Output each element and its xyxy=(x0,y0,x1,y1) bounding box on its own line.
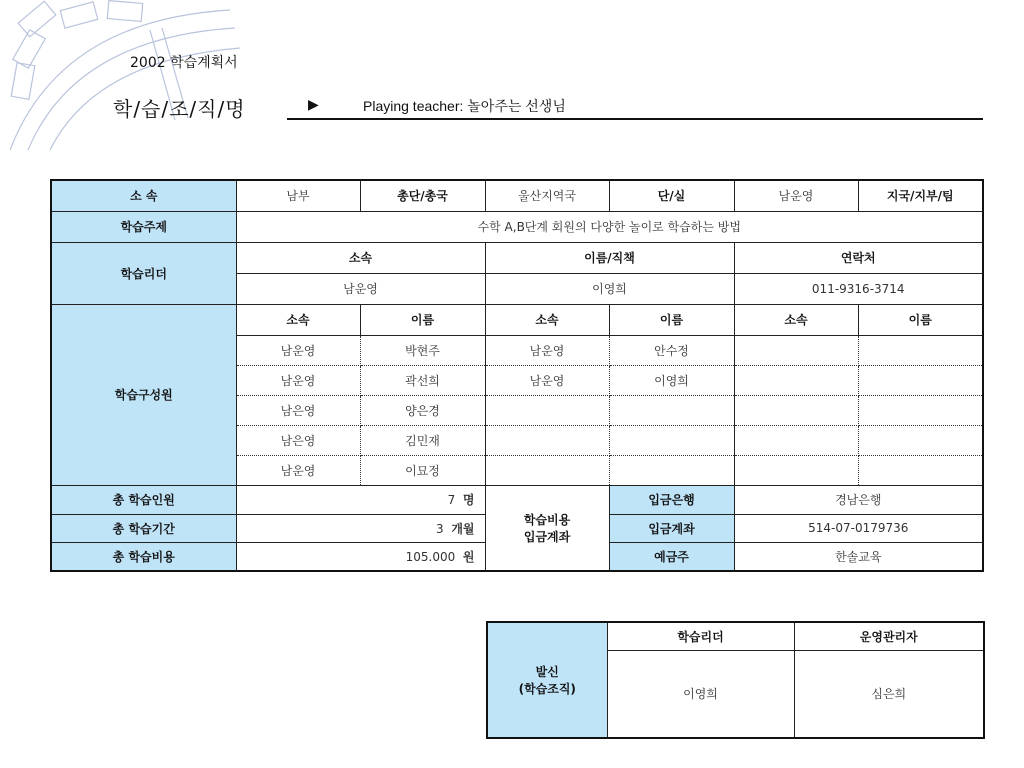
member-cell xyxy=(734,455,858,485)
sender-label xyxy=(487,622,607,738)
member-cell xyxy=(609,395,734,425)
affiliation-label: 소 속 xyxy=(51,180,236,211)
total-cost-label: 총 학습비용 xyxy=(51,542,236,571)
deposit-label-line2: 입금계좌 xyxy=(523,529,571,544)
leader-name-header: 이름/직책 xyxy=(485,242,734,273)
deposit-label-line1: 학습비용 xyxy=(523,512,571,527)
sender-header-row xyxy=(487,622,984,650)
member-cell xyxy=(734,425,858,455)
sender-label-line2: (학습조직) xyxy=(518,682,576,696)
plan-table xyxy=(50,179,984,572)
holder-value: 한솔교육 xyxy=(734,542,983,571)
account-label: 입금계좌 xyxy=(609,514,734,542)
leader-affil-header: 소속 xyxy=(236,242,485,273)
branch-label: 지국/지부/팀 xyxy=(858,180,983,211)
total-period-unit: 개월 xyxy=(451,521,475,536)
theme-title: Playing teacher: 놀아주는 선생님 xyxy=(363,98,566,114)
org-label: 학/습/조/직/명 xyxy=(113,97,246,121)
sender-table xyxy=(486,621,985,739)
bank-label: 입금은행 xyxy=(609,485,734,514)
member-cell: 남운영 xyxy=(236,455,360,485)
total-cost-value xyxy=(236,542,485,571)
title-underline xyxy=(287,118,983,120)
members-header: 이름 xyxy=(609,304,734,335)
account-value: 514-07-0179736 xyxy=(734,514,983,542)
members-header: 소속 xyxy=(485,304,609,335)
member-cell: 남운영 xyxy=(485,335,609,365)
member-cell: 남운영 xyxy=(236,335,360,365)
member-cell xyxy=(858,395,983,425)
total-period-label: 총 학습기간 xyxy=(51,514,236,542)
sender-leader-header: 학습리더 xyxy=(607,622,794,650)
total-cost-number: 105.000 xyxy=(405,549,456,564)
members-header-row xyxy=(51,304,983,335)
total-period-value xyxy=(236,514,485,542)
total-people-label: 총 학습인원 xyxy=(51,485,236,514)
topic-row xyxy=(51,211,983,242)
members-header: 소속 xyxy=(236,304,360,335)
member-cell: 남은영 xyxy=(236,395,360,425)
member-cell xyxy=(485,425,609,455)
deposit-label xyxy=(485,485,609,571)
topic-value: 수학 A,B단계 회원의 다양한 놀이로 학습하는 방법 xyxy=(236,211,983,242)
members-label: 학습구성원 xyxy=(51,304,236,485)
member-cell: 남은영 xyxy=(236,425,360,455)
member-cell xyxy=(609,455,734,485)
member-cell: 박현주 xyxy=(360,335,485,365)
watermark-seal xyxy=(0,0,260,160)
member-cell: 김민재 xyxy=(360,425,485,455)
bank-value: 경남은행 xyxy=(734,485,983,514)
affiliation-row xyxy=(51,180,983,211)
leader-header-row xyxy=(51,242,983,273)
member-cell xyxy=(609,425,734,455)
holder-label: 예금주 xyxy=(609,542,734,571)
member-cell xyxy=(485,455,609,485)
sender-manager-header: 운영관리자 xyxy=(794,622,984,650)
members-header: 소속 xyxy=(734,304,858,335)
leader-contact-header: 연락처 xyxy=(734,242,983,273)
hq-value: 울산지역국 xyxy=(485,180,609,211)
member-cell xyxy=(485,395,609,425)
plan-year-title: 2002 학습계획서 xyxy=(130,55,238,71)
member-cell: 이묘정 xyxy=(360,455,485,485)
topic-label: 학습주제 xyxy=(51,211,236,242)
total-people-row xyxy=(51,485,983,514)
leader-contact: 011-9316-3714 xyxy=(734,273,983,304)
member-cell: 이영희 xyxy=(609,365,734,395)
member-cell xyxy=(858,425,983,455)
leader-affil: 남운영 xyxy=(236,273,485,304)
unit-label: 단/실 xyxy=(609,180,734,211)
hq-label: 총단/총국 xyxy=(360,180,485,211)
sender-manager-name: 심은희 xyxy=(794,650,984,738)
member-cell: 양은경 xyxy=(360,395,485,425)
member-cell: 안수정 xyxy=(609,335,734,365)
member-cell: 남운영 xyxy=(485,365,609,395)
total-people-unit: 명 xyxy=(462,493,475,507)
affiliation-south: 남부 xyxy=(236,180,360,211)
member-cell xyxy=(858,455,983,485)
member-cell xyxy=(734,335,858,365)
total-people-value xyxy=(236,485,485,514)
unit-value: 남운영 xyxy=(734,180,858,211)
leader-name: 이영희 xyxy=(485,273,734,304)
members-header: 이름 xyxy=(360,304,485,335)
sender-label-line1: 발신 xyxy=(535,665,559,679)
total-people-number: 7 xyxy=(447,493,456,507)
member-cell xyxy=(858,335,983,365)
member-cell: 남운영 xyxy=(236,365,360,395)
member-cell: 곽선희 xyxy=(360,365,485,395)
member-cell xyxy=(858,365,983,395)
member-cell xyxy=(734,365,858,395)
total-period-number: 3 xyxy=(436,521,444,536)
member-cell xyxy=(734,395,858,425)
total-cost-unit: 원 xyxy=(462,549,475,564)
arrow-icon: ▶ xyxy=(308,97,319,113)
sender-leader-name: 이영희 xyxy=(607,650,794,738)
leader-label: 학습리더 xyxy=(51,242,236,304)
members-header: 이름 xyxy=(858,304,983,335)
